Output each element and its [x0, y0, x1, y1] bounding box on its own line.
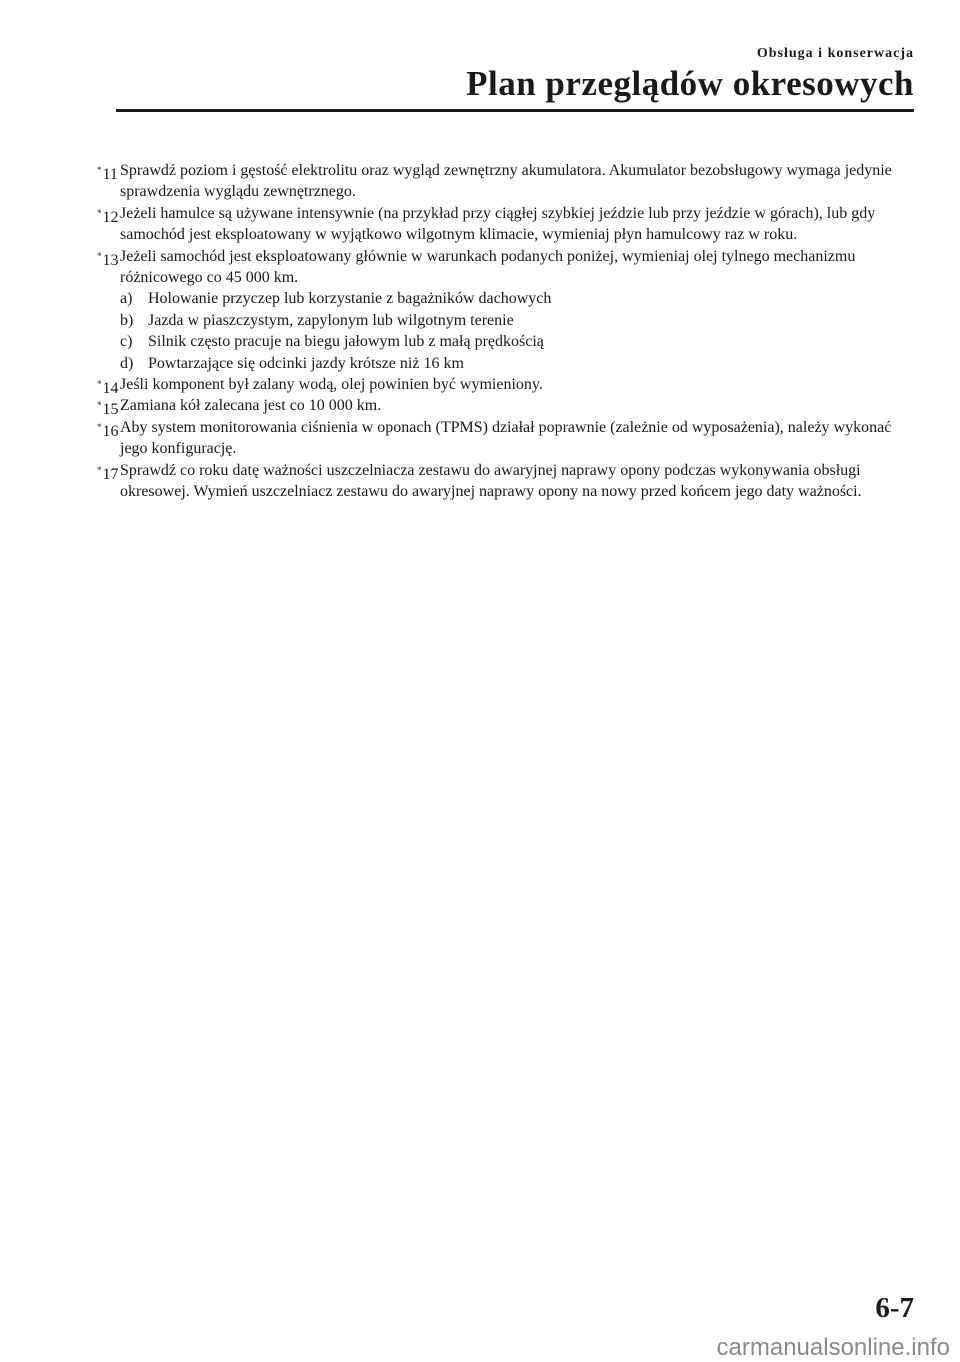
condition-item-b	[120, 310, 919, 331]
condition-item-d	[120, 353, 919, 374]
condition-letter: b)	[120, 311, 134, 329]
footnote-marker: *	[97, 379, 102, 390]
footnote-marker: *	[97, 207, 102, 218]
footnote-number-value: 14	[102, 380, 119, 398]
page-number: 6-7	[875, 1292, 914, 1324]
footnote-text: Jeżeli samochód jest eksploatowany głównie w warunkach podanych poniżej, wymieniaj olej tylnego mechanizmu różnicowego co 45 000 km.	[120, 247, 856, 287]
footnote-marker: *	[97, 464, 102, 475]
footnote-text: Jeśli komponent był zalany wodą, olej powinien być wymieniony.	[120, 376, 543, 394]
footnote-marker: *	[97, 421, 102, 432]
footnote-number-value: 13	[102, 251, 119, 269]
footnote-11	[97, 160, 919, 203]
condition-text: Holowanie przyczep lub korzystanie z bagażników dachowych	[148, 290, 552, 308]
section-label: Obsługa i konserwacja	[756, 46, 914, 61]
watermark: carmanualsonline.info	[716, 1334, 950, 1361]
condition-item-a	[120, 288, 919, 309]
condition-text: Powtarzające się odcinki jazdy krótsze niż 16 km	[148, 354, 464, 372]
footnote-number	[97, 160, 119, 185]
footnote-text: Sprawdź co roku datę ważności uszczelniacza zestawu do awaryjnej naprawy opony podczas wykonywania obsługi okresowej. Wymień uszczelniacz zestawu do awaryjnej naprawy opony na nowy przed końcem jego daty ważności.	[120, 461, 862, 501]
footnote-text: Sprawdź poziom i gęstość elektrolitu oraz wygląd zewnętrzny akumulatora. Akumulator bezobsługowy wymaga jedynie sprawdzenia wyglądu zewnętrznego.	[120, 162, 892, 201]
footnote-text: Zamiana kół zalecana jest co 10 000 km.	[120, 397, 382, 415]
footnote-number	[97, 203, 119, 228]
footnote-17	[97, 460, 919, 503]
footnote-12	[97, 203, 919, 246]
footnote-14	[97, 374, 919, 398]
footnote-marker: *	[97, 400, 102, 411]
footnote-13	[97, 246, 919, 374]
footnote-list	[97, 160, 919, 503]
footnote-text: Jeżeli hamulce są używane intensywnie (na przykład przy ciągłej szybkiej jeździe lub przy jeździe w górach), lub gdy samochód jest eksploatowany w wyjątkowo wilgotnym klimacie, wymieniaj płyn hamulcowy raz w roku.	[120, 204, 876, 244]
footnote-number	[97, 460, 119, 485]
title-rule	[116, 109, 914, 112]
page-title: Plan przeglądów okresowych	[466, 64, 914, 103]
condition-letter: d)	[120, 354, 134, 372]
condition-text: Silnik często pracuje na biegu jałowym lub z małą prędkością	[148, 333, 544, 351]
footnote-number	[97, 246, 119, 271]
condition-item-c	[120, 331, 919, 352]
footnote-number	[97, 417, 119, 442]
footnote-number-value: 16	[102, 422, 119, 440]
footnote-15	[97, 395, 919, 419]
condition-letter: a)	[120, 290, 133, 308]
footnote-16	[97, 417, 919, 460]
condition-text: Jazda w piaszczystym, zapylonym lub wilgotnym terenie	[148, 311, 514, 329]
footnote-number-value: 15	[102, 401, 119, 419]
footnote-marker: *	[97, 165, 102, 175]
condition-letter: c)	[120, 333, 133, 351]
footnote-number-value: 11	[102, 166, 118, 183]
footnote-number-value: 12	[102, 208, 119, 226]
footnote-marker: *	[97, 250, 102, 261]
footnote-text: Aby system monitorowania ciśnienia w oponach (TPMS) działał poprawnie (zależnie od wyposażenia), należy wykonać jego konfigurację.	[120, 418, 892, 458]
footnote-number-value: 17	[102, 465, 119, 483]
